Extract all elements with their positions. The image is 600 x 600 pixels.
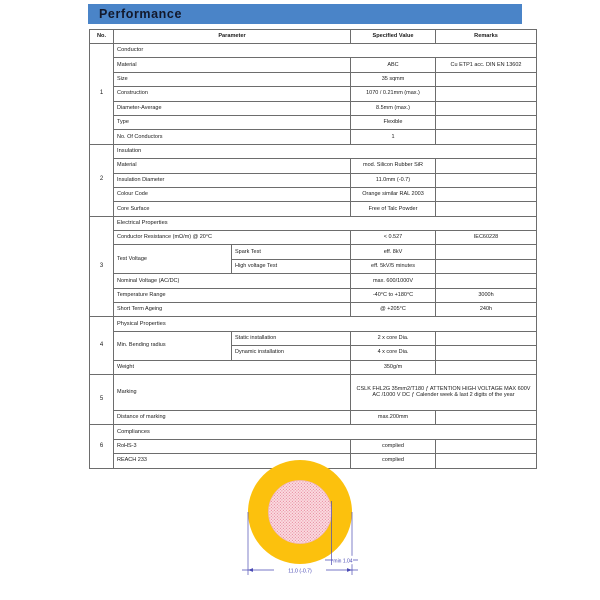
- row-number-cell: 4: [90, 317, 114, 375]
- parameter-cell: Test Voltage: [114, 245, 232, 274]
- specified-value-cell: -40°C to +180°C: [351, 288, 436, 302]
- specified-value-cell: complied: [351, 439, 436, 453]
- specified-value-cell: 350g/m: [351, 360, 436, 374]
- remarks-cell: [436, 331, 537, 345]
- specified-value-cell: ABC: [351, 58, 436, 72]
- remarks-cell: 3000h: [436, 288, 537, 302]
- parameter-cell: Core Surface: [114, 202, 351, 216]
- conductor-core: [269, 481, 332, 544]
- remarks-cell: [436, 115, 537, 129]
- parameter-cell: Size: [114, 72, 351, 86]
- row-number-cell: 6: [90, 425, 114, 468]
- specified-value-cell: 1070 / 0.21mm (max.): [351, 87, 436, 101]
- parameter-cell: REACH 233: [114, 454, 351, 468]
- wall-thickness-label: min 1.04: [333, 558, 353, 565]
- table-row: [90, 101, 537, 115]
- table-header-row: [90, 30, 537, 44]
- remarks-cell: 240h: [436, 303, 537, 317]
- table-group-title-row: [90, 317, 537, 331]
- remarks-cell: [436, 130, 537, 144]
- remarks-cell: [436, 202, 537, 216]
- remarks-cell: [436, 259, 537, 273]
- table-body: [90, 44, 537, 469]
- specified-value-cell: Free of Talc Powder: [351, 202, 436, 216]
- table-row: [90, 439, 537, 453]
- specified-value-cell: max.200mm: [351, 410, 436, 424]
- row-number-cell: 5: [90, 374, 114, 424]
- specified-value-cell: 4 x core Dia.: [351, 346, 436, 360]
- table-row: [90, 115, 537, 129]
- parameter-cell: Weight: [114, 360, 351, 374]
- specified-value-cell: 35 sqmm: [351, 72, 436, 86]
- table-group-title-row: [90, 216, 537, 230]
- remarks-cell: [436, 439, 537, 453]
- remarks-cell: [436, 245, 537, 259]
- table-row: [90, 331, 537, 345]
- remarks-cell: IEC60228: [436, 231, 537, 245]
- sub-parameter-cell: Static installation: [232, 331, 351, 345]
- table-row: [90, 187, 537, 201]
- parameter-cell: Nominal Voltage (AC/DC): [114, 274, 351, 288]
- column-header-no: No.: [90, 30, 114, 44]
- specified-value-cell: Flexible: [351, 115, 436, 129]
- parameter-cell: Conductor Resistance (mΩ/m) @ 20°C: [114, 231, 351, 245]
- specification-table-container: [89, 29, 531, 469]
- parameter-cell: Material: [114, 58, 351, 72]
- parameter-cell: No. Of Conductors: [114, 130, 351, 144]
- parameter-cell: Colour Code: [114, 187, 351, 201]
- remarks-cell: [436, 173, 537, 187]
- table-row: [90, 245, 537, 259]
- table-row: [90, 173, 537, 187]
- table-group-title-row: [90, 44, 537, 58]
- remarks-cell: [436, 360, 537, 374]
- table-row: [90, 303, 537, 317]
- group-title-cell: Compliances: [114, 425, 537, 439]
- section-banner: [88, 4, 522, 24]
- table-row: [90, 360, 537, 374]
- specified-value-cell: mod. Silicon Rubber SiR: [351, 159, 436, 173]
- table-row: [90, 87, 537, 101]
- parameter-cell: Short Term Ageing: [114, 303, 351, 317]
- parameter-cell: Construction: [114, 87, 351, 101]
- row-number-cell: 3: [90, 216, 114, 317]
- group-title-cell: Insulation: [114, 144, 537, 158]
- column-header-parameter: Parameter: [114, 30, 351, 44]
- remarks-cell: [436, 274, 537, 288]
- table-group-title-row: [90, 144, 537, 158]
- parameter-cell: Temperature Range: [114, 288, 351, 302]
- specified-value-cell: 2 x core Dia.: [351, 331, 436, 345]
- cable-cross-section-diagram: [212, 457, 417, 597]
- parameter-cell: RoHS-3: [114, 439, 351, 453]
- table-row: [90, 202, 537, 216]
- remarks-cell: [436, 454, 537, 468]
- parameter-cell: Marking: [114, 374, 351, 410]
- table-row: [90, 159, 537, 173]
- specified-value-cell: < 0.527: [351, 231, 436, 245]
- table-row: [90, 374, 537, 410]
- sub-parameter-cell: Dynamic installation: [232, 346, 351, 360]
- specified-value-cell: Orange similar RAL 2003: [351, 187, 436, 201]
- group-title-cell: Electrical Properties: [114, 216, 537, 230]
- marking-value-cell: CSLK FHL2G 35mm2/T180 ƒ ATTENTION HIGH VOLTAGE MAX 600V AC /1000 V DC ƒ Calender week & last 2 digits of the year: [351, 374, 537, 410]
- parameter-cell: Diameter-Average: [114, 101, 351, 115]
- parameter-cell: Distance of marking: [114, 410, 351, 424]
- specified-value-cell: complied: [351, 454, 436, 468]
- parameter-cell: Min. Bending radius: [114, 331, 232, 360]
- group-title-cell: Physical Properties: [114, 317, 537, 331]
- specified-value-cell: 8.5mm (max.): [351, 101, 436, 115]
- parameter-cell: Insulation Diameter: [114, 173, 351, 187]
- column-header-remarks: Remarks: [436, 30, 537, 44]
- remarks-cell: Cu ETP1 acc. DIN EN 13602: [436, 58, 537, 72]
- specified-value-cell: 1: [351, 130, 436, 144]
- column-header-value: Specified Value: [351, 30, 436, 44]
- remarks-cell: [436, 72, 537, 86]
- specified-value-cell: @ +205°C: [351, 303, 436, 317]
- parameter-cell: Material: [114, 159, 351, 173]
- table-row: [90, 72, 537, 86]
- table-row: [90, 410, 537, 424]
- table-row: [90, 231, 537, 245]
- sub-parameter-cell: Spark Test: [232, 245, 351, 259]
- group-title-cell: Conductor: [114, 44, 537, 58]
- table-row: [90, 130, 537, 144]
- remarks-cell: [436, 187, 537, 201]
- table-row: [90, 274, 537, 288]
- page-title: Performance: [99, 6, 183, 21]
- remarks-cell: [436, 87, 537, 101]
- remarks-cell: [436, 346, 537, 360]
- remarks-cell: [436, 159, 537, 173]
- parameter-cell: Type: [114, 115, 351, 129]
- specified-value-cell: 11.0mm (-0.7): [351, 173, 436, 187]
- row-number-cell: 1: [90, 44, 114, 145]
- sub-parameter-cell: High voltage Test: [232, 259, 351, 273]
- table-row: [90, 58, 537, 72]
- table-group-title-row: [90, 425, 537, 439]
- table-header: [90, 30, 537, 44]
- specified-value-cell: eff. 5kV/5 minutes: [351, 259, 436, 273]
- remarks-cell: [436, 410, 537, 424]
- outer-diameter-label: 11.0 (-0.7): [288, 568, 312, 575]
- table-row: [90, 288, 537, 302]
- specified-value-cell: max. 600/1000V: [351, 274, 436, 288]
- specification-table: [89, 29, 537, 469]
- row-number-cell: 2: [90, 144, 114, 216]
- remarks-cell: [436, 101, 537, 115]
- specified-value-cell: eff. 8kV: [351, 245, 436, 259]
